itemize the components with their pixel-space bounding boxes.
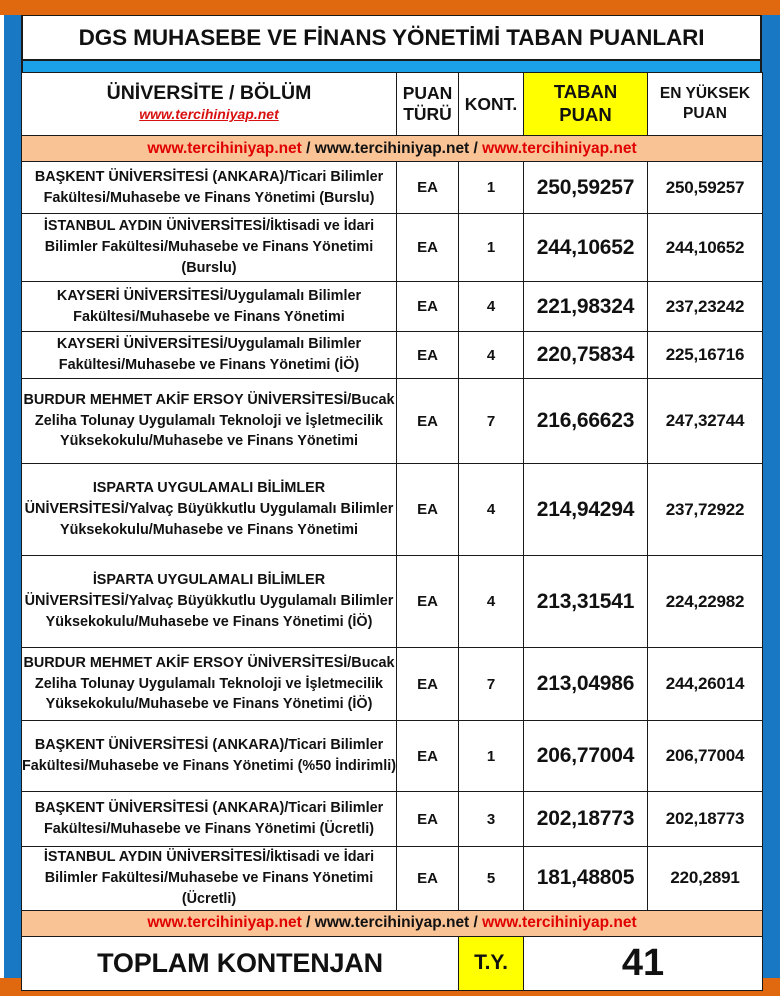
- row-en-yuksek-puan: 237,23242: [648, 282, 763, 332]
- table-body: [22, 162, 763, 911]
- total-ty-badge: T.Y.: [459, 936, 524, 990]
- header-university-label: ÜNİVERSİTE / BÖLÜM: [106, 81, 312, 104]
- header-site-link[interactable]: www.tercihiniyap.net: [139, 106, 279, 123]
- watermark-sep-2: /: [469, 139, 483, 157]
- row-puan-turu: EA: [397, 648, 459, 721]
- row-university-name: BURDUR MEHMET AKİF ERSOY ÜNİVERSİTESİ/Bucak Zeliha Tolunay Uygulamalı Teknoloji ve İşletmecilik Yüksekokulu/Muhasebe ve Finans Yönetimi (İÖ): [22, 648, 397, 721]
- row-en-yuksek-puan: 220,2891: [648, 847, 763, 911]
- row-puan-turu: EA: [397, 556, 459, 648]
- row-puan-turu: EA: [397, 721, 459, 792]
- row-en-yuksek-puan: 244,10652: [648, 214, 763, 282]
- row-kontenjan: 7: [459, 379, 524, 464]
- row-taban-puan: 181,48805: [524, 847, 648, 911]
- watermark-part-3[interactable]: www.tercihiniyap.net: [482, 139, 637, 157]
- header-max-line1: EN YÜKSEK: [659, 84, 751, 102]
- table-row[interactable]: [22, 282, 763, 332]
- row-kontenjan: 3: [459, 792, 524, 847]
- table-row[interactable]: [22, 648, 763, 721]
- watermark-row-top: [22, 136, 763, 162]
- table-row[interactable]: [22, 214, 763, 282]
- watermark-part-3-b[interactable]: www.tercihiniyap.net: [482, 914, 637, 932]
- row-puan-turu: EA: [397, 379, 459, 464]
- row-en-yuksek-puan: 225,16716: [648, 332, 763, 379]
- row-taban-puan: 214,94294: [524, 464, 648, 556]
- table-row[interactable]: [22, 464, 763, 556]
- row-en-yuksek-puan: 250,59257: [648, 162, 763, 214]
- row-kontenjan: 1: [459, 162, 524, 214]
- row-taban-puan: 213,31541: [524, 556, 648, 648]
- page-title: DGS MUHASEBE VE FİNANS YÖNETİMİ TABAN PUANLARI: [78, 24, 705, 50]
- row-university-name: ISPARTA UYGULAMALI BİLİMLER ÜNİVERSİTESİ/Yalvaç Büyükkutlu Uygulamalı Bilimler Yüksekokulu/Muhasebe ve Finans Yönetimi: [22, 464, 397, 556]
- row-puan-turu: EA: [397, 332, 459, 379]
- header-taban-line2: PUAN: [559, 104, 612, 125]
- watermark-part-1-b[interactable]: www.tercihiniyap.net: [147, 914, 302, 932]
- row-taban-puan: 202,18773: [524, 792, 648, 847]
- row-kontenjan: 4: [459, 282, 524, 332]
- row-university-name: BAŞKENT ÜNİVERSİTESİ (ANKARA)/Ticari Bilimler Fakültesi/Muhasebe ve Finans Yönetimi (Ücretli): [22, 792, 397, 847]
- table-sheet: [21, 15, 762, 984]
- table-row[interactable]: [22, 162, 763, 214]
- header-cell-university: [22, 73, 397, 136]
- total-row: [22, 936, 763, 990]
- row-en-yuksek-puan: 224,22982: [648, 556, 763, 648]
- header-puan-turu-line1: PUAN: [402, 82, 453, 103]
- row-university-name: İSPARTA UYGULAMALI BİLİMLER ÜNİVERSİTESİ/Yalvaç Büyükkutlu Uygulamalı Bilimler Yüksekokulu/Muhasebe ve Finans Yönetimi (İÖ): [22, 556, 397, 648]
- row-university-name: BURDUR MEHMET AKİF ERSOY ÜNİVERSİTESİ/Bucak Zeliha Tolunay Uygulamalı Teknoloji ve İşletmecilik Yüksekokulu/Muhasebe ve Finans Yönetimi: [22, 379, 397, 464]
- header-cell-en-yuksek-puan: [648, 73, 763, 136]
- row-kontenjan: 1: [459, 214, 524, 282]
- row-puan-turu: EA: [397, 282, 459, 332]
- watermark-cell-bottom: [22, 910, 763, 936]
- header-max-line2: PUAN: [683, 105, 727, 122]
- table-row[interactable]: [22, 379, 763, 464]
- left-blue-rail: [4, 15, 21, 978]
- row-en-yuksek-puan: 206,77004: [648, 721, 763, 792]
- title-divider: [21, 61, 762, 72]
- table-row[interactable]: [22, 792, 763, 847]
- header-taban-line1: TABAN: [553, 81, 618, 103]
- watermark-sep-2-b: /: [469, 914, 483, 932]
- header-cell-kontenjan: [459, 73, 524, 136]
- header-puan-turu-line2: TÜRÜ: [403, 104, 452, 124]
- row-university-name: İSTANBUL AYDIN ÜNİVERSİTESİ/İktisadi ve İdari Bilimler Fakültesi/Muhasebe ve Finans Yönetimi (Burslu): [22, 214, 397, 282]
- table-row[interactable]: [22, 847, 763, 911]
- row-puan-turu: EA: [397, 464, 459, 556]
- watermark-part-2[interactable]: www.tercihiniyap.net: [314, 139, 470, 157]
- header-cell-taban-puan: [524, 73, 648, 136]
- watermark-cell-top: [22, 136, 763, 162]
- watermark-text-bottom: [147, 914, 636, 931]
- row-puan-turu: EA: [397, 214, 459, 282]
- row-kontenjan: 4: [459, 332, 524, 379]
- row-university-name: İSTANBUL AYDIN ÜNİVERSİTESİ/İktisadi ve İdari Bilimler Fakültesi/Muhasebe ve Finans Yönetimi (Ücretli): [22, 847, 397, 911]
- row-taban-puan: 213,04986: [524, 648, 648, 721]
- watermark-sep-1: /: [301, 139, 315, 157]
- total-kontenjan-value: 41: [524, 936, 763, 990]
- row-kontenjan: 7: [459, 648, 524, 721]
- scores-table: [21, 72, 763, 991]
- watermark-part-1[interactable]: www.tercihiniyap.net: [147, 139, 302, 157]
- row-en-yuksek-puan: 202,18773: [648, 792, 763, 847]
- watermark-sep-1-b: /: [301, 914, 315, 932]
- row-puan-turu: EA: [397, 847, 459, 911]
- row-taban-puan: 244,10652: [524, 214, 648, 282]
- top-orange-strip: [0, 0, 780, 15]
- row-kontenjan: 5: [459, 847, 524, 911]
- row-university-name: BAŞKENT ÜNİVERSİTESİ (ANKARA)/Ticari Bilimler Fakültesi/Muhasebe ve Finans Yönetimi (%50 İndirimli): [22, 721, 397, 792]
- row-taban-puan: 216,66623: [524, 379, 648, 464]
- watermark-row-bottom: [22, 910, 763, 936]
- row-taban-puan: 250,59257: [524, 162, 648, 214]
- row-en-yuksek-puan: 237,72922: [648, 464, 763, 556]
- row-puan-turu: EA: [397, 792, 459, 847]
- table-row[interactable]: [22, 332, 763, 379]
- row-university-name: KAYSERİ ÜNİVERSİTESİ/Uygulamalı Bilimler Fakültesi/Muhasebe ve Finans Yönetimi (İÖ): [22, 332, 397, 379]
- table-row[interactable]: [22, 556, 763, 648]
- row-university-name: BAŞKENT ÜNİVERSİTESİ (ANKARA)/Ticari Bilimler Fakültesi/Muhasebe ve Finans Yönetimi (Burslu): [22, 162, 397, 214]
- watermark-part-2-b[interactable]: www.tercihiniyap.net: [314, 914, 470, 932]
- row-kontenjan: 4: [459, 556, 524, 648]
- page-title-bar: [21, 15, 762, 61]
- row-en-yuksek-puan: 244,26014: [648, 648, 763, 721]
- row-taban-puan: 206,77004: [524, 721, 648, 792]
- total-label: TOPLAM KONTENJAN: [22, 936, 459, 990]
- row-kontenjan: 1: [459, 721, 524, 792]
- watermark-text-top: [147, 140, 636, 157]
- table-row[interactable]: [22, 721, 763, 792]
- row-taban-puan: 221,98324: [524, 282, 648, 332]
- row-en-yuksek-puan: 247,32744: [648, 379, 763, 464]
- header-kontenjan-label: KONT.: [464, 93, 518, 114]
- row-university-name: KAYSERİ ÜNİVERSİTESİ/Uygulamalı Bilimler Fakültesi/Muhasebe ve Finans Yönetimi: [22, 282, 397, 332]
- row-taban-puan: 220,75834: [524, 332, 648, 379]
- right-blue-rail: [762, 15, 780, 978]
- row-puan-turu: EA: [397, 162, 459, 214]
- table-header-row: [22, 73, 763, 136]
- row-kontenjan: 4: [459, 464, 524, 556]
- header-cell-puan-turu: [397, 73, 459, 136]
